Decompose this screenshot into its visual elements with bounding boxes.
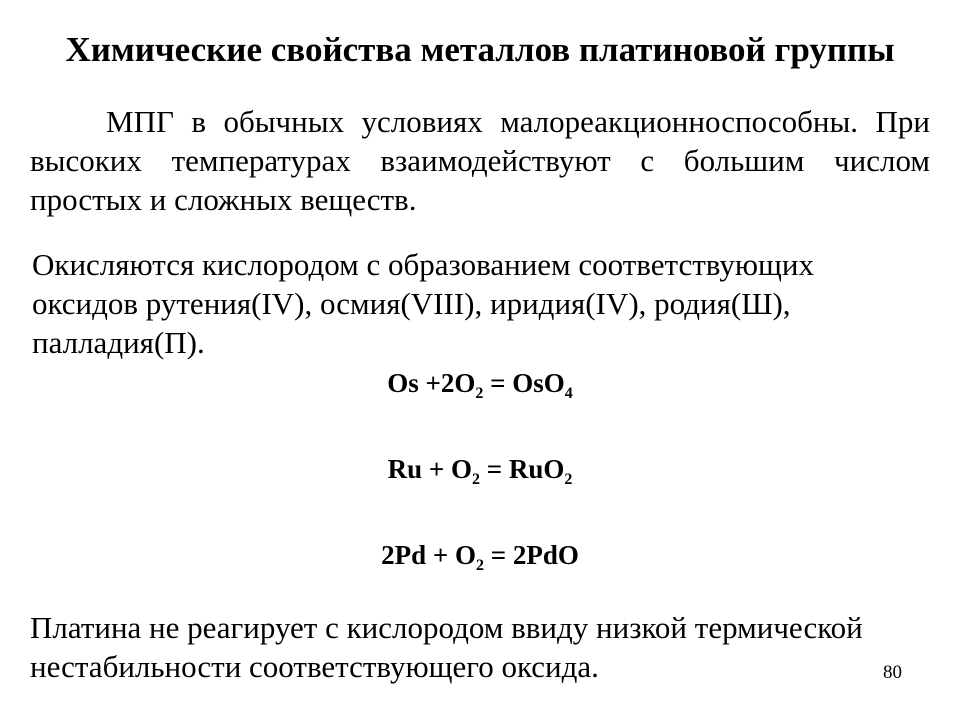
equation-ruthenium-rhs: = RuO xyxy=(480,454,565,484)
equation-osmium-lhs: Os +2O xyxy=(387,368,476,398)
equation-palladium-lhs: 2Pd + O xyxy=(381,540,476,570)
equation-osmium-sub-1: 2 xyxy=(475,385,484,402)
equation-osmium-sub-2: 4 xyxy=(564,385,573,402)
equation-ruthenium xyxy=(0,452,960,486)
equation-ruthenium-sub-2: 2 xyxy=(564,471,573,488)
platinum-paragraph xyxy=(30,608,930,686)
oxidation-line-1: Окисляются кислородом с образованием соответствующих xyxy=(32,247,814,282)
equation-palladium xyxy=(0,538,960,572)
equation-osmium-rhs: = OsO xyxy=(483,368,565,398)
equation-ruthenium-sub-1: 2 xyxy=(472,471,480,488)
slide-title: Химические свойства металлов платиновой группы xyxy=(65,30,895,69)
oxidation-line-3: палладия(П). xyxy=(32,325,205,360)
equation-ruthenium-lhs: Ru + O xyxy=(387,454,472,484)
platinum-line-2: нестабильности соответствующего оксида. xyxy=(30,649,599,684)
equation-palladium-sub-1: 2 xyxy=(476,557,484,574)
equation-osmium xyxy=(0,366,960,400)
platinum-line-1: Платина не реагирует с кислородом ввиду низкой термической xyxy=(30,610,863,645)
page-number: 80 xyxy=(883,662,902,683)
oxidation-line-2: оксидов рутения(IV), осмия(VIII), иридия(IV), родия(Ш), xyxy=(32,286,791,321)
equation-palladium-rhs: = 2PdO xyxy=(484,540,579,570)
intro-paragraph: МПГ в обычных условиях малореакционноспособны. При высоких температурах взаимодействуют с большим числом простых и сложных веществ. xyxy=(30,104,930,217)
oxidation-paragraph xyxy=(32,245,912,362)
